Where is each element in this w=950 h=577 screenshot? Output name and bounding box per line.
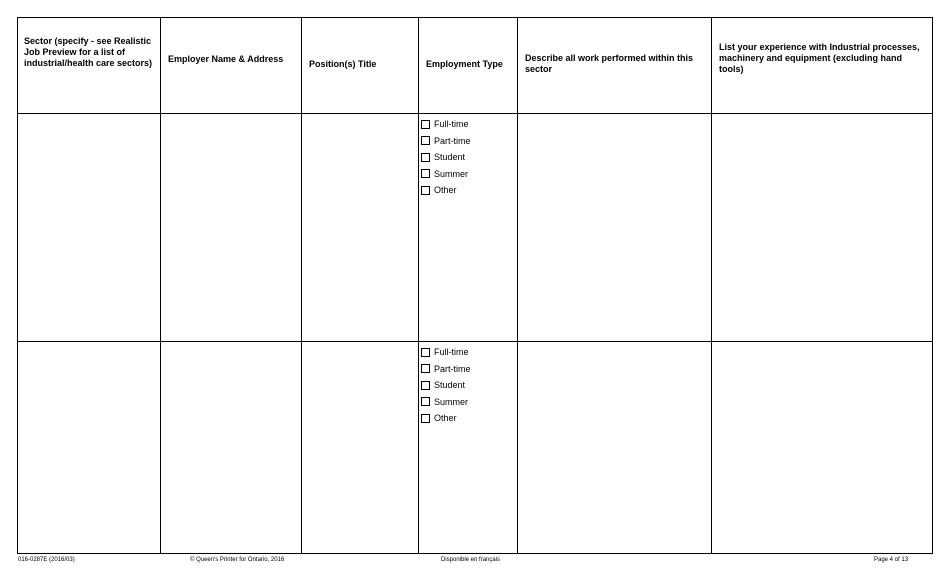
position-header — [302, 18, 419, 114]
option-label: Part-time — [434, 135, 471, 146]
employer-header — [161, 18, 302, 114]
checkbox[interactable] — [421, 120, 430, 129]
checkbox[interactable] — [421, 381, 430, 390]
checkbox[interactable] — [421, 153, 430, 162]
work-description-field[interactable] — [518, 114, 712, 342]
option-label: Full-time — [434, 119, 469, 130]
work-description-field[interactable] — [518, 342, 712, 554]
employment-type-cell — [419, 342, 518, 554]
checkbox[interactable] — [421, 364, 430, 373]
experience-field[interactable] — [712, 342, 933, 554]
experience-field[interactable] — [712, 114, 933, 342]
header-row — [18, 18, 933, 114]
option-label: Other — [434, 185, 457, 196]
option-label: Other — [434, 413, 457, 424]
sector-header-label: Sector (specify - see Realistic Job Preview for a list of industrial/health care sectors) — [24, 36, 153, 68]
position-header-label: Position(s) Title — [309, 59, 377, 69]
option-full-time[interactable] — [421, 344, 517, 361]
sector-header — [18, 18, 161, 114]
employment-type-cell — [419, 114, 518, 342]
position-field[interactable] — [302, 342, 419, 554]
option-label: Summer — [434, 168, 469, 179]
page-number: Page 4 of 13 — [874, 557, 909, 563]
option-label: Part-time — [434, 363, 471, 374]
language-notice: Disponible en français — [441, 557, 501, 563]
table-row — [18, 342, 933, 554]
work-description-header-label: Describe all work performed within this sector — [525, 53, 694, 74]
checkbox[interactable] — [421, 186, 430, 195]
option-part-time[interactable] — [421, 133, 517, 150]
option-other[interactable] — [421, 182, 517, 199]
employer-field[interactable] — [161, 114, 302, 342]
position-field[interactable] — [302, 114, 419, 342]
option-summer[interactable] — [421, 394, 517, 411]
sector-field[interactable] — [18, 114, 161, 342]
employment-type-header-label: Employment Type — [426, 59, 503, 69]
option-label: Student — [434, 152, 466, 163]
option-student[interactable] — [421, 377, 517, 394]
copyright: © Queen's Printer for Ontario, 2016 — [190, 557, 285, 563]
employer-field[interactable] — [161, 342, 302, 554]
employment-type-options — [419, 342, 517, 427]
option-summer[interactable] — [421, 166, 517, 183]
checkbox[interactable] — [421, 397, 430, 406]
experience-header-label: List your experience with Industrial processes, machinery and equipment (excluding hand tools) — [719, 42, 920, 74]
employment-type-options — [419, 114, 517, 199]
option-label: Full-time — [434, 347, 469, 358]
work-description-header — [518, 18, 712, 114]
option-full-time[interactable] — [421, 116, 517, 133]
table-row — [18, 114, 933, 342]
experience-header — [712, 18, 933, 114]
employer-header-label: Employer Name & Address — [168, 54, 284, 64]
sector-field[interactable] — [18, 342, 161, 554]
checkbox[interactable] — [421, 348, 430, 357]
employment-type-header — [419, 18, 518, 114]
checkbox[interactable] — [421, 136, 430, 145]
option-label: Summer — [434, 396, 469, 407]
option-student[interactable] — [421, 149, 517, 166]
option-other[interactable] — [421, 410, 517, 427]
option-part-time[interactable] — [421, 361, 517, 378]
form-number: 016-0287E (2016/03) — [18, 557, 75, 563]
checkbox[interactable] — [421, 414, 430, 423]
option-label: Student — [434, 380, 466, 391]
checkbox[interactable] — [421, 169, 430, 178]
employment-history-table — [17, 17, 933, 554]
